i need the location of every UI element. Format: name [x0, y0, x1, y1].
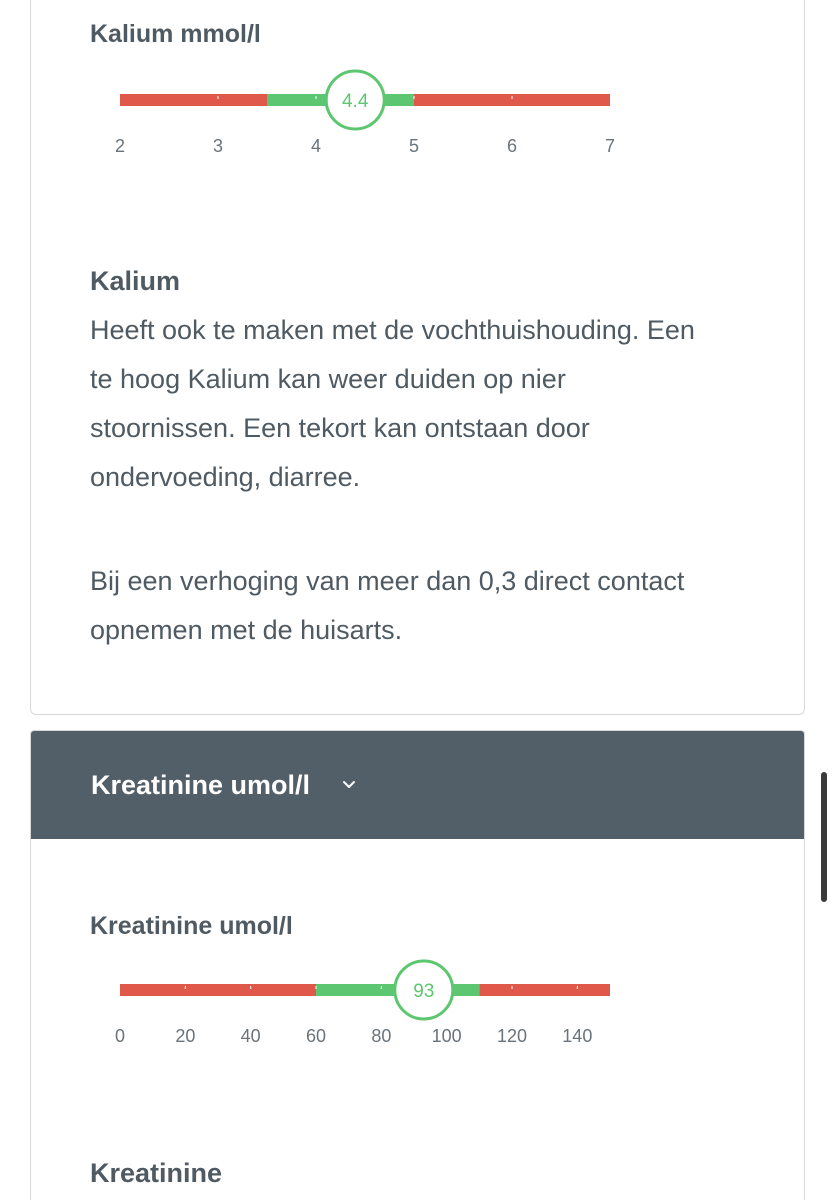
paragraph-line: opnemen met de huisarts. [90, 615, 403, 645]
kreatinine-tick-label: 80 [371, 1026, 392, 1046]
paragraph-line: Bij een verhoging van meer dan 0,3 direct contact [90, 566, 685, 596]
accordion-header-label: Kreatinine umol/l [91, 770, 311, 800]
kalium-gauge [114, 70, 616, 160]
kalium-tick-label: 5 [408, 136, 420, 156]
kalium-tick-label: 2 [114, 136, 126, 156]
kreatinine-tick-label: 120 [496, 1026, 528, 1046]
scrollbar[interactable] [821, 772, 827, 902]
kalium-gauge-svg [114, 70, 616, 160]
kreatinine-tick-label: 100 [431, 1026, 462, 1046]
kreatinine-tick-label: 60 [305, 1026, 327, 1046]
kreatinine-gauge-title: Kreatinine umol/l [90, 912, 293, 940]
kreatinine-value-label: 93 [413, 981, 435, 1002]
paragraph-line: stoornissen. Een tekort kan ontstaan door [90, 413, 590, 443]
kalium-paragraph [90, 306, 780, 502]
kreatinine-tick-label: 40 [240, 1026, 261, 1046]
kreatinine-range-high [479, 984, 610, 996]
paragraph-line: Heeft ook te maken met de vochthuishouding. Een [90, 315, 695, 345]
kreatinine-gauge-svg [114, 960, 610, 1050]
kalium-tick-label: 4 [310, 136, 322, 156]
kalium-heading: Kalium [90, 266, 181, 296]
kreatinine-gauge [114, 960, 610, 1050]
kalium-value-label: 4.4 [341, 91, 369, 112]
paragraph-line: te hoog Kalium kan weer duiden op nier [90, 364, 566, 394]
kalium-paragraph-2 [90, 557, 780, 655]
kreatinine-tick-label: 140 [562, 1026, 593, 1046]
kreatinine-tick-label: 0 [114, 1026, 126, 1046]
paragraph-line: ondervoeding, diarree. [90, 462, 361, 492]
kalium-tick-label: 7 [604, 136, 616, 156]
kalium-gauge-title: Kalium mmol/l [90, 20, 261, 48]
kalium-range-high [414, 94, 610, 106]
kalium-range-low [120, 94, 267, 106]
kreatinine-heading: Kreatinine [90, 1158, 223, 1188]
kreatinine-tick-label: 20 [175, 1026, 196, 1046]
kreatinine-accordion-header[interactable] [31, 731, 804, 839]
kalium-tick-label: 3 [212, 136, 224, 156]
kreatinine-range-low [120, 984, 316, 996]
chevron-down-icon [341, 777, 357, 793]
kalium-tick-label: 6 [506, 136, 518, 156]
